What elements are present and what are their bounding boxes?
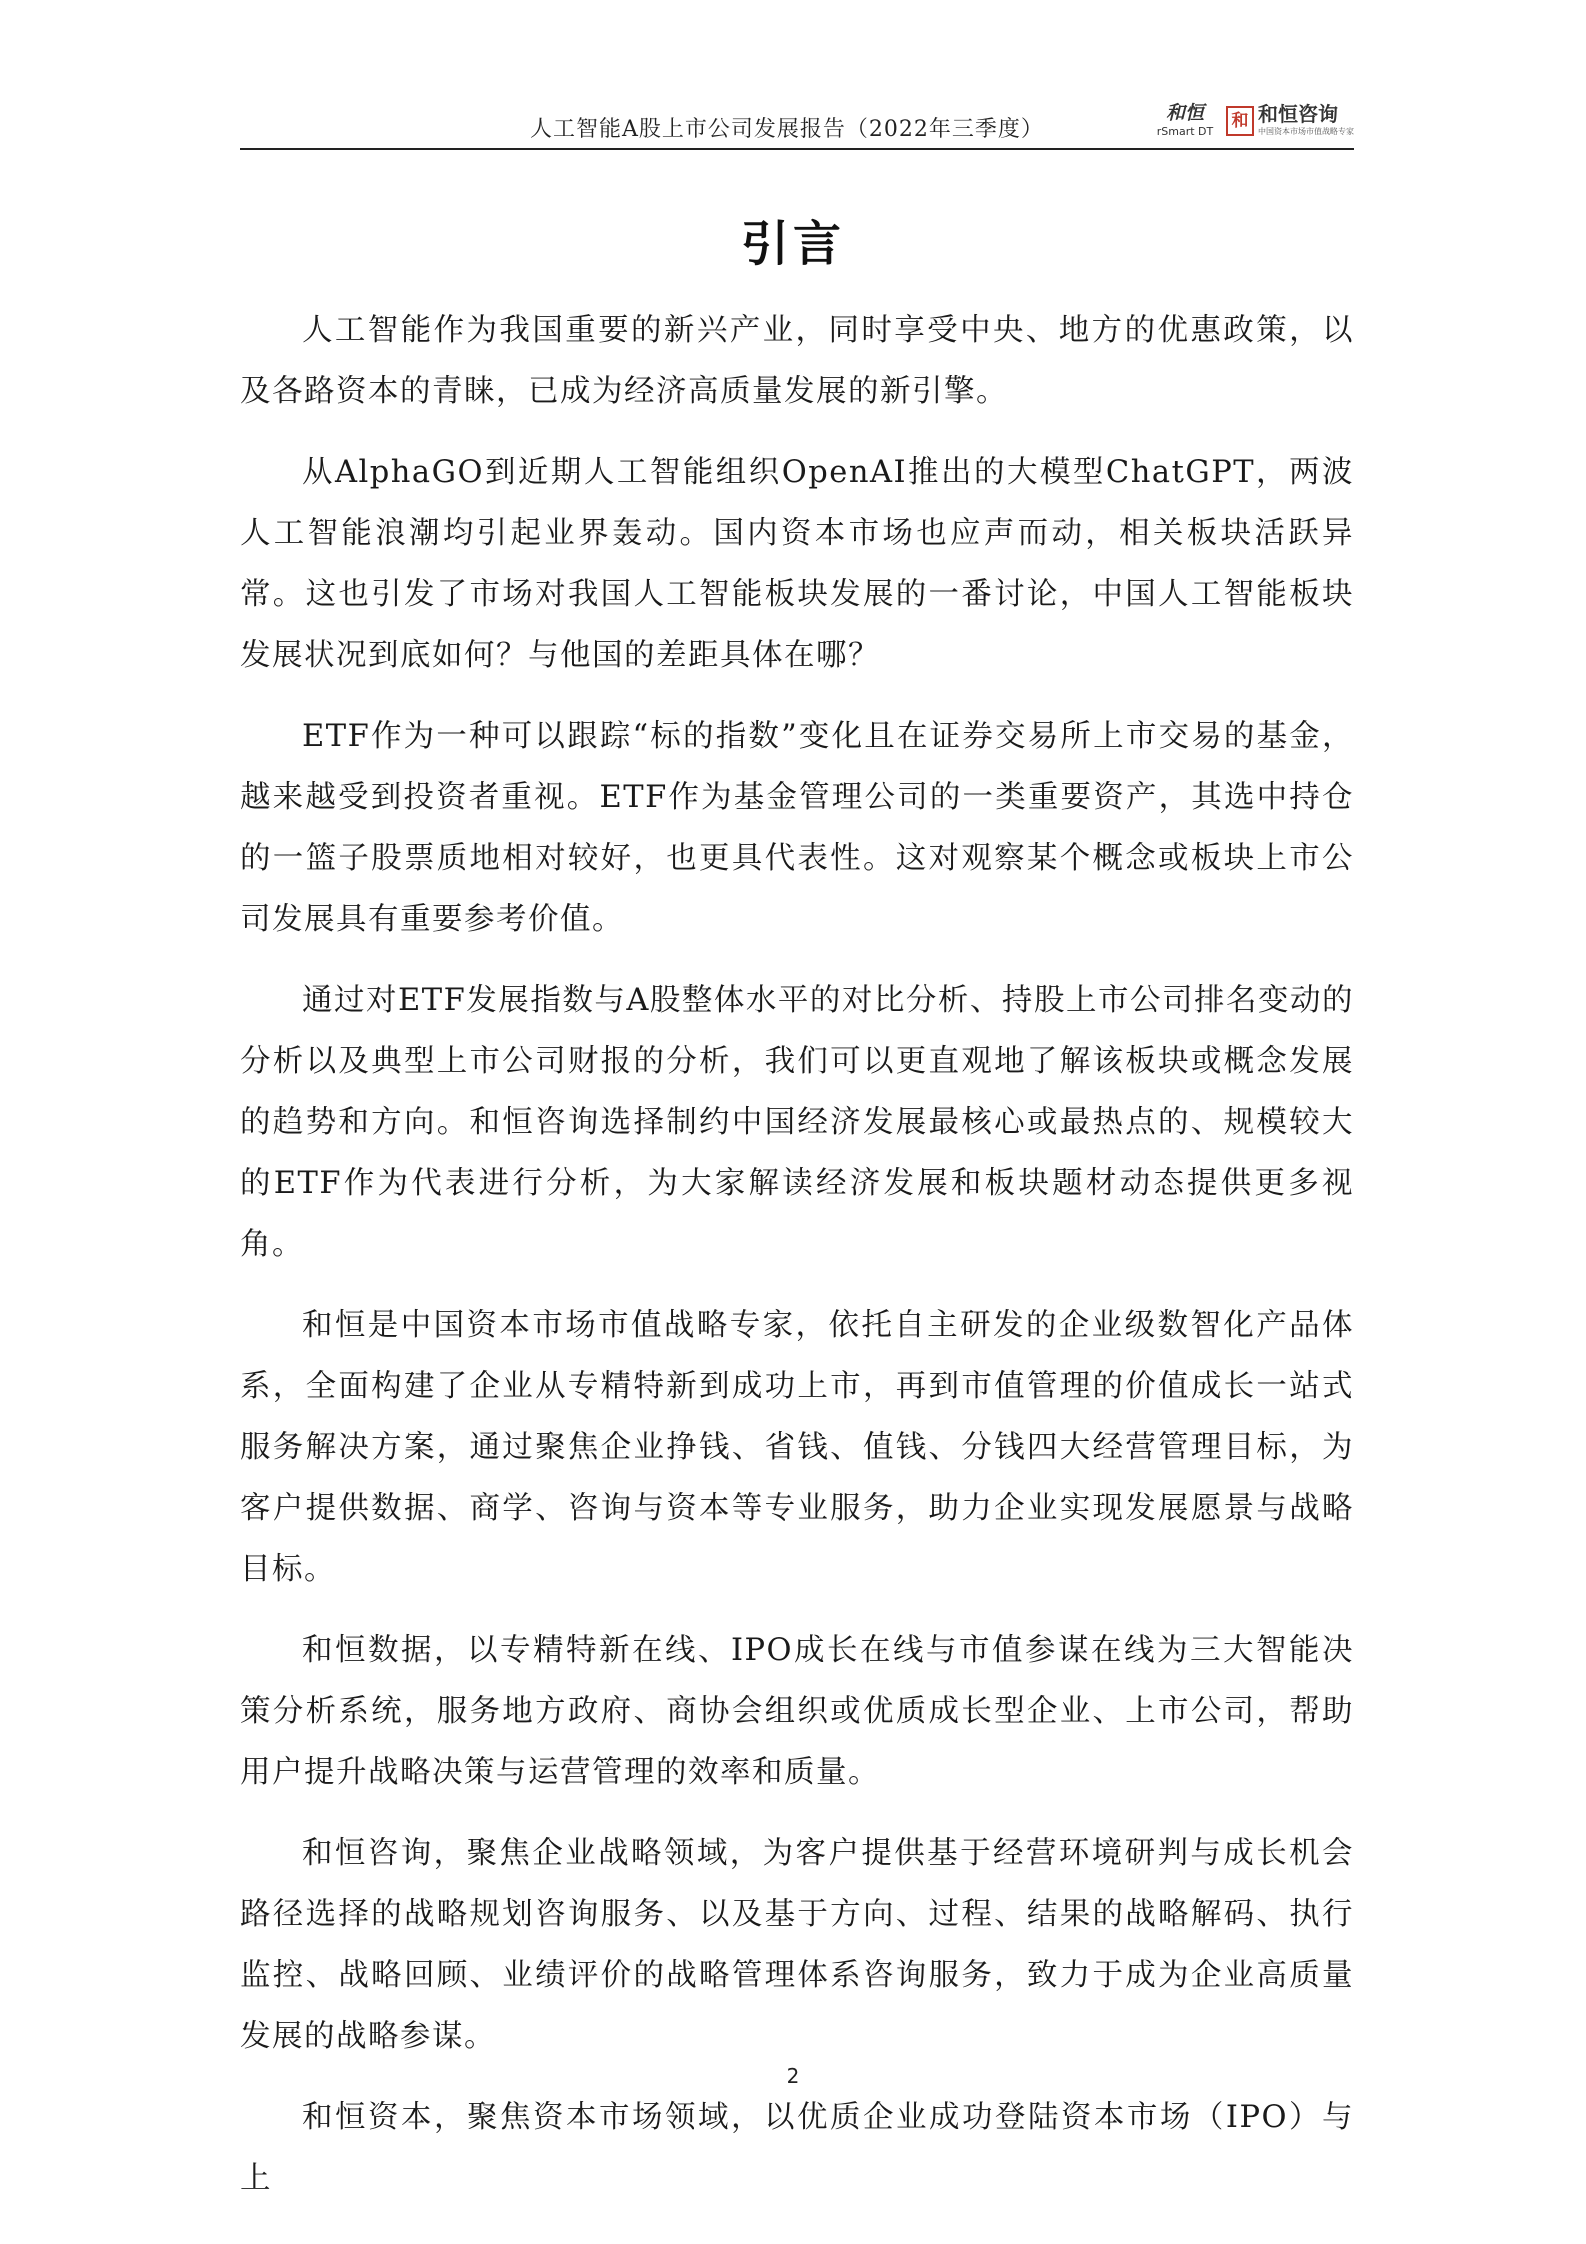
rsmart-logo-sub: rSmart DT: [1156, 125, 1214, 138]
rsmart-logo-script: 和恒: [1165, 102, 1204, 124]
seal-logo-icon: 和: [1226, 106, 1254, 136]
consulting-logo-name: 和恒咨询: [1258, 102, 1338, 126]
body-text: [240, 300, 1354, 2229]
paragraph: 通过对ETF发展指数与A股整体水平的对比分析、持股上市公司排名变动的分析以及典型上市公司财报的分析，我们可以更直观地了解该板块或概念发展的趋势和方向。和恒咨询选择制约中国经济发展最核心或最热点的、规模较大的ETF作为代表进行分析，为大家解读经济发展和板块题材动态提供更多视角。: [240, 983, 1354, 1262]
page-title: 引言: [740, 216, 845, 272]
rsmart-logo: [1152, 104, 1218, 137]
paragraph: ETF作为一种可以跟踪“标的指数”变化且在证券交易所上市交易的基金，越来越受到投资者重视。ETF作为基金管理公司的一类重要资产，其选中持仓的一篮子股票质地相对较好，也更具代表性。这对观察某个概念或板块上市公司发展具有重要参考价值。: [240, 719, 1354, 937]
paragraph: 从AlphaGO到近期人工智能组织OpenAI推出的大模型ChatGPT，两波人工智能浪潮均引起业界轰动。国内资本市场也应声而动，相关板块活跃异常。这也引发了市场对我国人工智能板块发展的一番讨论，中国人工智能板块发展状况到底如何？与他国的差距具体在哪？: [240, 455, 1354, 673]
page-header: [240, 104, 1354, 150]
paragraph: 人工智能作为我国重要的新兴产业，同时享受中央、地方的优惠政策，以及各路资本的青睐，已成为经济高质量发展的新引擎。: [240, 313, 1354, 409]
consulting-logo-tagline: 中国资本市场市值战略专家: [1258, 127, 1354, 136]
paragraph: 和恒数据，以专精特新在线、IPO成长在线与市值参谋在线为三大智能决策分析系统，服务地方政府、商协会组织或优质成长型企业、上市公司，帮助用户提升战略决策与运营管理的效率和质量。: [240, 1633, 1354, 1790]
heheng-consulting-logo: [1258, 104, 1354, 136]
paragraph: 和恒是中国资本市场市值战略专家，依托自主研发的企业级数智化产品体系，全面构建了企业从专精特新到成功上市，再到市值管理的价值成长一站式服务解决方案，通过聚焦企业挣钱、省钱、值钱、分钱四大经营管理目标，为客户提供数据、商学、咨询与资本等专业服务，助力企业实现发展愿景与战略目标。: [240, 1308, 1354, 1587]
page-number: 2: [786, 2064, 800, 2088]
header-logos: [1152, 104, 1354, 137]
paragraph: 和恒咨询，聚焦企业战略领域，为客户提供基于经营环境研判与成长机会路径选择的战略规划咨询服务、以及基于方向、过程、结果的战略解码、执行监控、战略回顾、业绩评价的战略管理体系咨询服务，致力于成为企业高质量发展的战略参谋。: [240, 1836, 1354, 2054]
paragraph: 和恒资本，聚焦资本市场领域，以优质企业成功登陆资本市场（IPO）与上: [240, 2100, 1354, 2196]
header-title: 人工智能A股上市公司发展报告（2022年三季度）: [530, 117, 1044, 142]
